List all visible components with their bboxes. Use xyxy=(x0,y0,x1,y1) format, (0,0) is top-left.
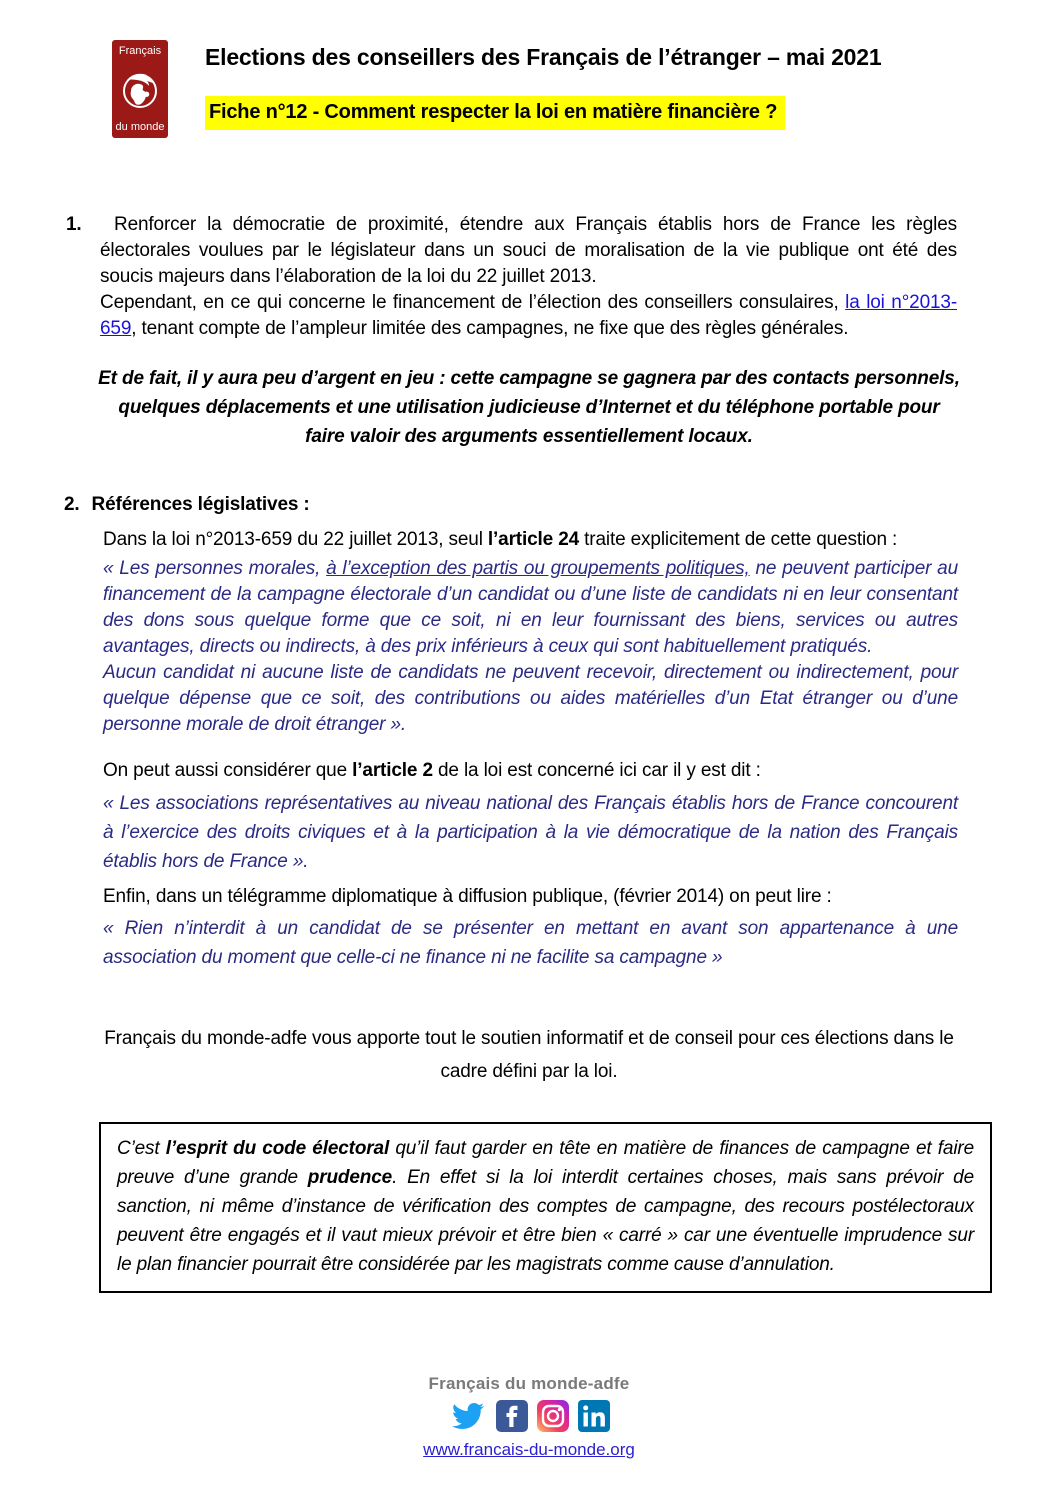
article-24-intro-after: traite explicitement de cette question : xyxy=(579,529,898,550)
section-2-heading-text: Références législatives : xyxy=(91,494,310,515)
quote-open: « Les personnes morales, xyxy=(103,558,327,579)
warning-text-middle: qu’il faut garder en tête en matière de finances de campagne et faire preuve d’une grande xyxy=(117,1138,975,1188)
footer-social-icons xyxy=(0,1400,1058,1432)
page-title: Elections des conseillers des Français de l’étranger – mai 2021 xyxy=(205,44,882,70)
article-24-bold: l’article 24 xyxy=(487,529,580,550)
list-number-1: 1. xyxy=(66,214,82,235)
section-1-paragraph-2-text-after: , tenant compte de l’ampleur limitée des campagnes, ne fixe que des règles générales. xyxy=(131,318,849,339)
article-2-intro xyxy=(103,758,958,784)
warning-box xyxy=(99,1122,992,1293)
instagram-icon[interactable] xyxy=(537,1400,569,1432)
warning-text-end: . En effet si la loi interdit certaines choses, mais sans prévoir de sanction, ni même d’instance de vérification des comptes de campagne, des recours postélectoraux peuvent être engagés et il vaut mieux prévoir et être bien « carré » car une éventuelle imprudence sur le plan financier pourrait être considérée par les magistrats comme cause d’annulation. xyxy=(117,1167,974,1275)
telegram-intro xyxy=(103,884,958,910)
quote-article-2-text: « Les associations représentatives au niveau national des Français établis hors de France concourent à l’exercice des droits civiques et à la participation à la vie démocratique de la nation des Français établis hors de France ». xyxy=(103,793,958,872)
section-1-paragraph-2 xyxy=(100,290,957,342)
quote-article-2 xyxy=(103,789,958,876)
quote-second-sentence: Aucun candidat ni aucune liste de candidats ne peuvent recevoir, directement ou indirectement, pour quelque dépense que ce soit, des contributions ou aides matérielles d’un Etat étranger ou d’une personne morale de droit étranger ». xyxy=(103,662,958,735)
linkedin-icon[interactable] xyxy=(578,1400,610,1432)
article-2-intro-text: On peut aussi considérer que xyxy=(103,760,353,781)
quote-telegram xyxy=(103,914,958,972)
section-2-heading xyxy=(64,492,310,518)
logo-text-top: Français xyxy=(118,45,162,57)
quote-article-24-part-2 xyxy=(103,660,958,738)
article-24-intro-text: Dans la loi n°2013-659 du 22 juillet 2013, seul xyxy=(103,529,488,550)
quote-article-24-part-1 xyxy=(103,556,958,660)
twitter-icon[interactable] xyxy=(449,1400,487,1432)
website-link[interactable]: www.francais-du-monde.org xyxy=(423,1440,635,1459)
callout-paragraph xyxy=(98,364,960,451)
article-2-bold: l’article 2 xyxy=(352,760,433,781)
support-text: Français du monde-adfe vous apporte tout le soutien informatif et de conseil pour ces élections dans le cadre défini par la loi. xyxy=(104,1028,954,1082)
article-2-intro-after: de la loi est concerné ici car il y est dit : xyxy=(432,760,761,781)
footer-url xyxy=(0,1440,1058,1460)
section-1-paragraph-1-text: Renforcer la démocratie de proximité, étendre aux Français établis hors de France les règles électorales voulues par le législateur dans un souci de moralisation de la vie publique ont été des soucis majeurs dans l’élaboration de la loi du 22 juillet 2013. xyxy=(100,214,957,287)
globe-icon xyxy=(119,68,161,110)
article-24-intro xyxy=(103,527,958,553)
quote-article-24 xyxy=(103,556,958,738)
footer-org-name: Français du monde-adfe xyxy=(428,1374,630,1393)
telegram-intro-text: Enfin, dans un télégramme diplomatique à diffusion publique, (février 2014) on peut lire : xyxy=(103,886,832,907)
list-number-2: 2. xyxy=(64,494,80,515)
law-2013-659-link[interactable]: la loi n°2013-659 xyxy=(100,292,958,339)
callout-text: Et de fait, il y aura peu d’argent en jeu : cette campagne se gagnera par des contacts personnels, quelques déplacements et une utilisation judicieuse d’Internet et du téléphone portable pour faire valoir des arguments essentiellement locaux. xyxy=(98,368,960,447)
quote-underlined-exception: à l’exception des partis ou groupements politiques, xyxy=(326,558,750,579)
facebook-icon[interactable] xyxy=(496,1400,528,1432)
quote-rest: ne peuvent participer au financement de la campagne électorale d’un candidat ou d’une liste de candidats ni en leur consentant des dons sous quelque forme que ce soit, ni en leur fournissant des biens, services ou autres avantages, directs ou indirects, à des prix inférieurs à ceux qui sont habituellement pratiqués. xyxy=(103,558,958,657)
warning-text-start: C’est xyxy=(117,1138,166,1159)
francais-du-monde-logo xyxy=(112,40,168,138)
section-1 xyxy=(66,212,958,342)
section-1-paragraph-1 xyxy=(100,212,957,290)
warning-bold-esprit: l’esprit du code électoral xyxy=(165,1138,390,1159)
page-subtitle: Fiche n°12 - Comment respecter la loi en matière financière ? xyxy=(205,96,785,130)
section-1-paragraph-2-text: Cependant, en ce qui concerne le financement de l’élection des conseillers consulaires, xyxy=(100,292,846,313)
quote-telegram-text: « Rien n’interdit à un candidat de se présenter en mettant en avant son appartenance à une association du moment que celle-ci ne finance ni ne facilite sa campagne » xyxy=(103,918,958,968)
logo-text-bottom: du monde xyxy=(115,121,165,133)
support-paragraph xyxy=(100,1022,958,1088)
warning-bold-prudence: prudence xyxy=(307,1167,393,1188)
